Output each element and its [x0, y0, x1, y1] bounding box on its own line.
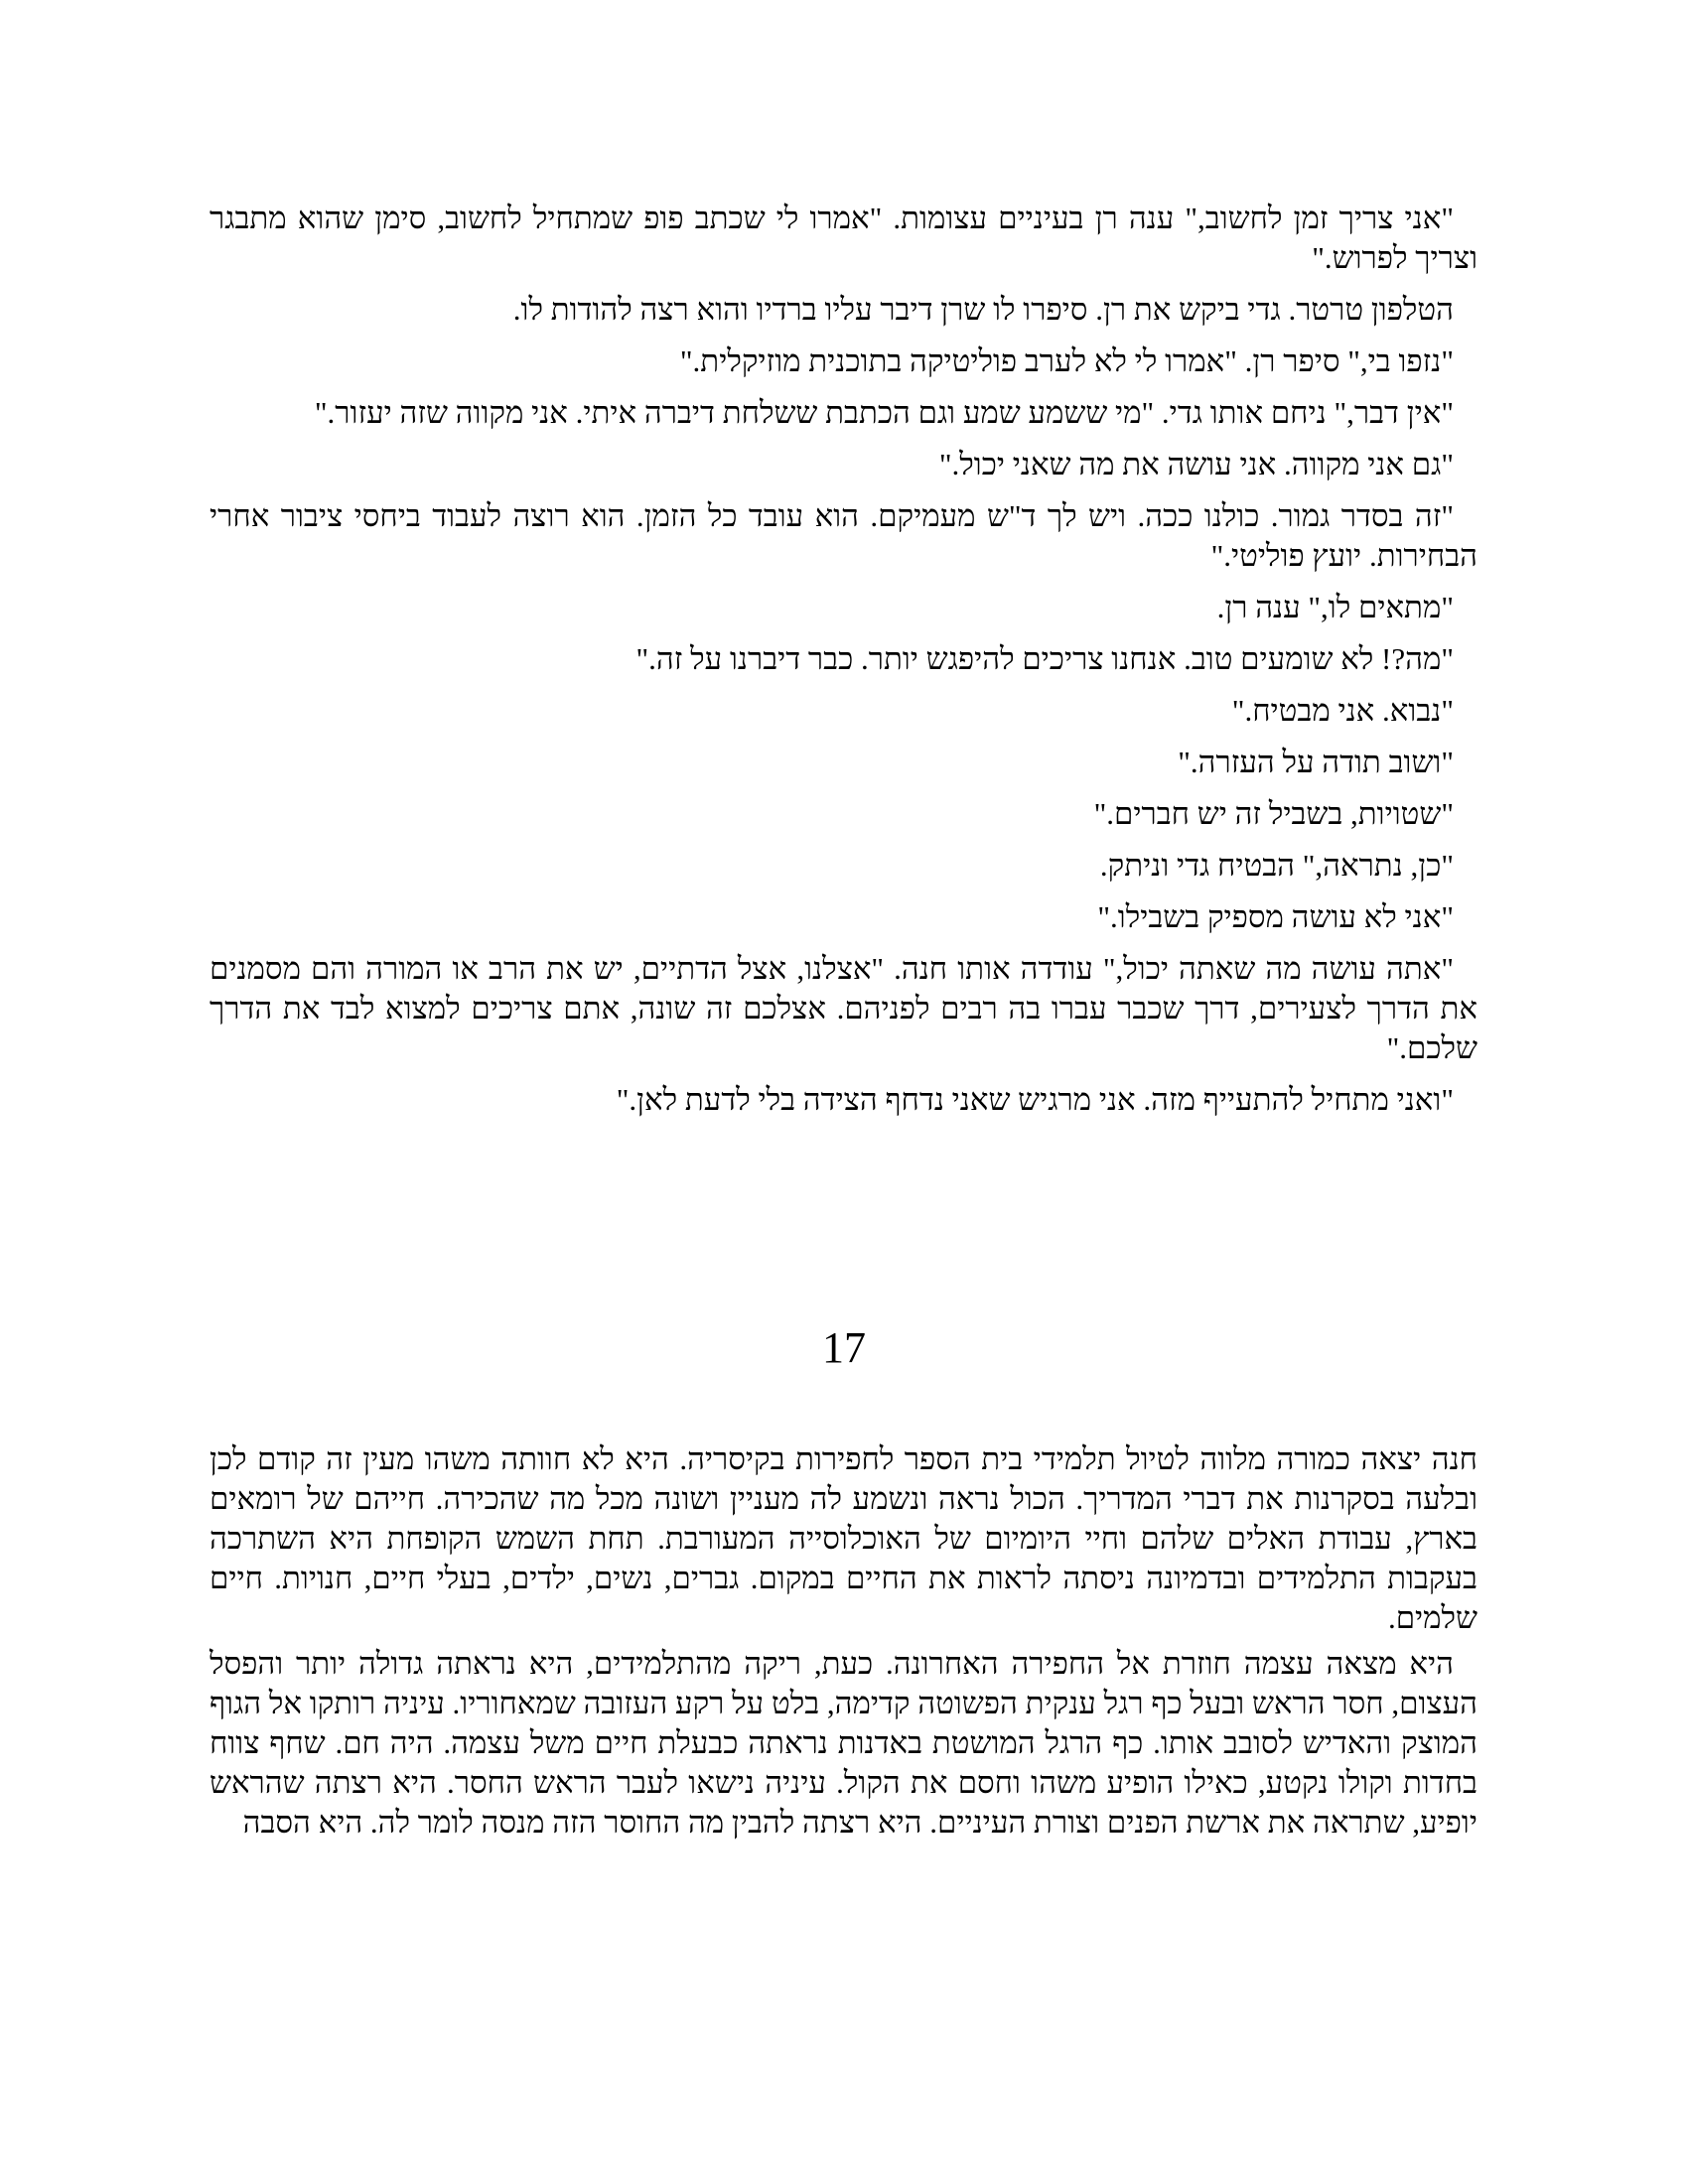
paragraph: "אין דבר," ניחם אותו גדי. "מי ששמע שמע וגם הכתבת ששלחת דיברה איתי. אני מקווה שזה יעזור.": [314, 395, 1454, 430]
paragraph: "אני צריך זמן לחשוב," ענה רן בעיניים עצומות. "אמרו לי שכתב פופ שמתחיל לחשוב, סימן שהוא מתבגר וצריך לפרוש.": [210, 201, 1477, 275]
paragraph: "אתה עושה מה שאתה יכול," עודדה אותו חנה. "אצלנו, אצל הדתיים, יש את הרב או המורה והם מסמנים את הדרך לצעירים, דרך שכבר עברו בה רבים לפניהם. אצלכם זה שונה, אתם צריכים למצוא לבד את הדרך שלכם.": [210, 951, 1477, 1065]
dialogue-section: [210, 199, 1477, 1132]
paragraph: "אני לא עושה מספיק בשבילו.": [1097, 899, 1454, 934]
paragraph: חנה יצאה כמורה מלווה לטיול תלמידי בית הספר לחפירות בקיסריה. היא לא חוותה משהו מעין זה קודם לכן ובלעה בסקרנות את דברי המדריך. הכול נראה ונשמע לה מעניין ושונה מכל מה שהכירה. חייהם של רומאים בארץ, עבודת האלים שלהם וחיי היומיום של האוכלוסייה המעורבת. תחת השמש הקופחת היא השתרכה בעקבות התלמידים ובדמיונה ניסתה לראות את החיים במקום. גברים, נשים, ילדים, בעלי חיים, חנויות. חיים שלמים.: [210, 1441, 1477, 1635]
paragraph: "שטויות, בשביל זה יש חברים.": [1093, 796, 1454, 831]
paragraph: "נבוא. אני מבטיח.": [1231, 693, 1454, 728]
paragraph: "מתאים לו," ענה רן.: [1216, 590, 1454, 624]
paragraph: "נזפו בי," סיפר רן. "אמרו לי לא לערב פוליטיקה בתוכנית מוזיקלית.": [679, 343, 1454, 378]
paragraph: "ואני מתחיל להתעייף מזה. אני מרגיש שאני נדחף הצידה בלי לדעת לאן.": [616, 1082, 1454, 1117]
paragraph: היא מצאה עצמה חוזרת אל החפירה האחרונה. כעת, ריקה מהתלמידים, היא נראתה גדולה יותר והפסל העצום, חסר הראש ובעל כף רגל ענקית הפשוטה קדימה, בלט על רקע העזובה שמאחוריו. עיניה רותקו אל הגוף המוצק והאדיש לסובב אותו. כף הרגל המושטת באדנות נראתה כבעלת חיים משל עצמה. היה חם. שחף צווח בחדות וקולו נקטע, כאילו הופיע משהו וחסם את הקול. עיניה נישאו לעבר הראש החסר. היא רצתה שהראש יופיע, שתראה את ארשת הפנים וצורת העיניים. היא רצתה להבין מה החוסר הזה מנסה לומר לה. היא הסבה: [210, 1646, 1477, 1840]
paragraph: הטלפון טרטר. גדי ביקש את רן. סיפרו לו שרן דיבר עליו ברדיו והוא רצה להודות לו.: [512, 292, 1454, 327]
paragraph: "גם אני מקווה. אני עושה את מה שאני יכול.": [938, 447, 1454, 481]
narrative-section: [210, 1439, 1477, 1848]
paragraph: "מה?! לא שומעים טוב. אנחנו צריכים להיפגש יותר. כבר דיברנו על זה.": [635, 641, 1454, 676]
paragraph: "כן, נתראה," הבטיח גדי וניתק.: [1099, 848, 1454, 883]
paragraph: "ושוב תודה על העזרה.": [1178, 745, 1454, 779]
chapter-number: 17: [822, 1323, 866, 1372]
paragraph: "זה בסדר גמור. כולנו ככה. ויש לך ד"ש מעמיקם. הוא עובד כל הזמן. הוא רוצה לעבוד ביחסי ציבור אחרי הבחירות. יועץ פוליטי.": [210, 498, 1477, 573]
